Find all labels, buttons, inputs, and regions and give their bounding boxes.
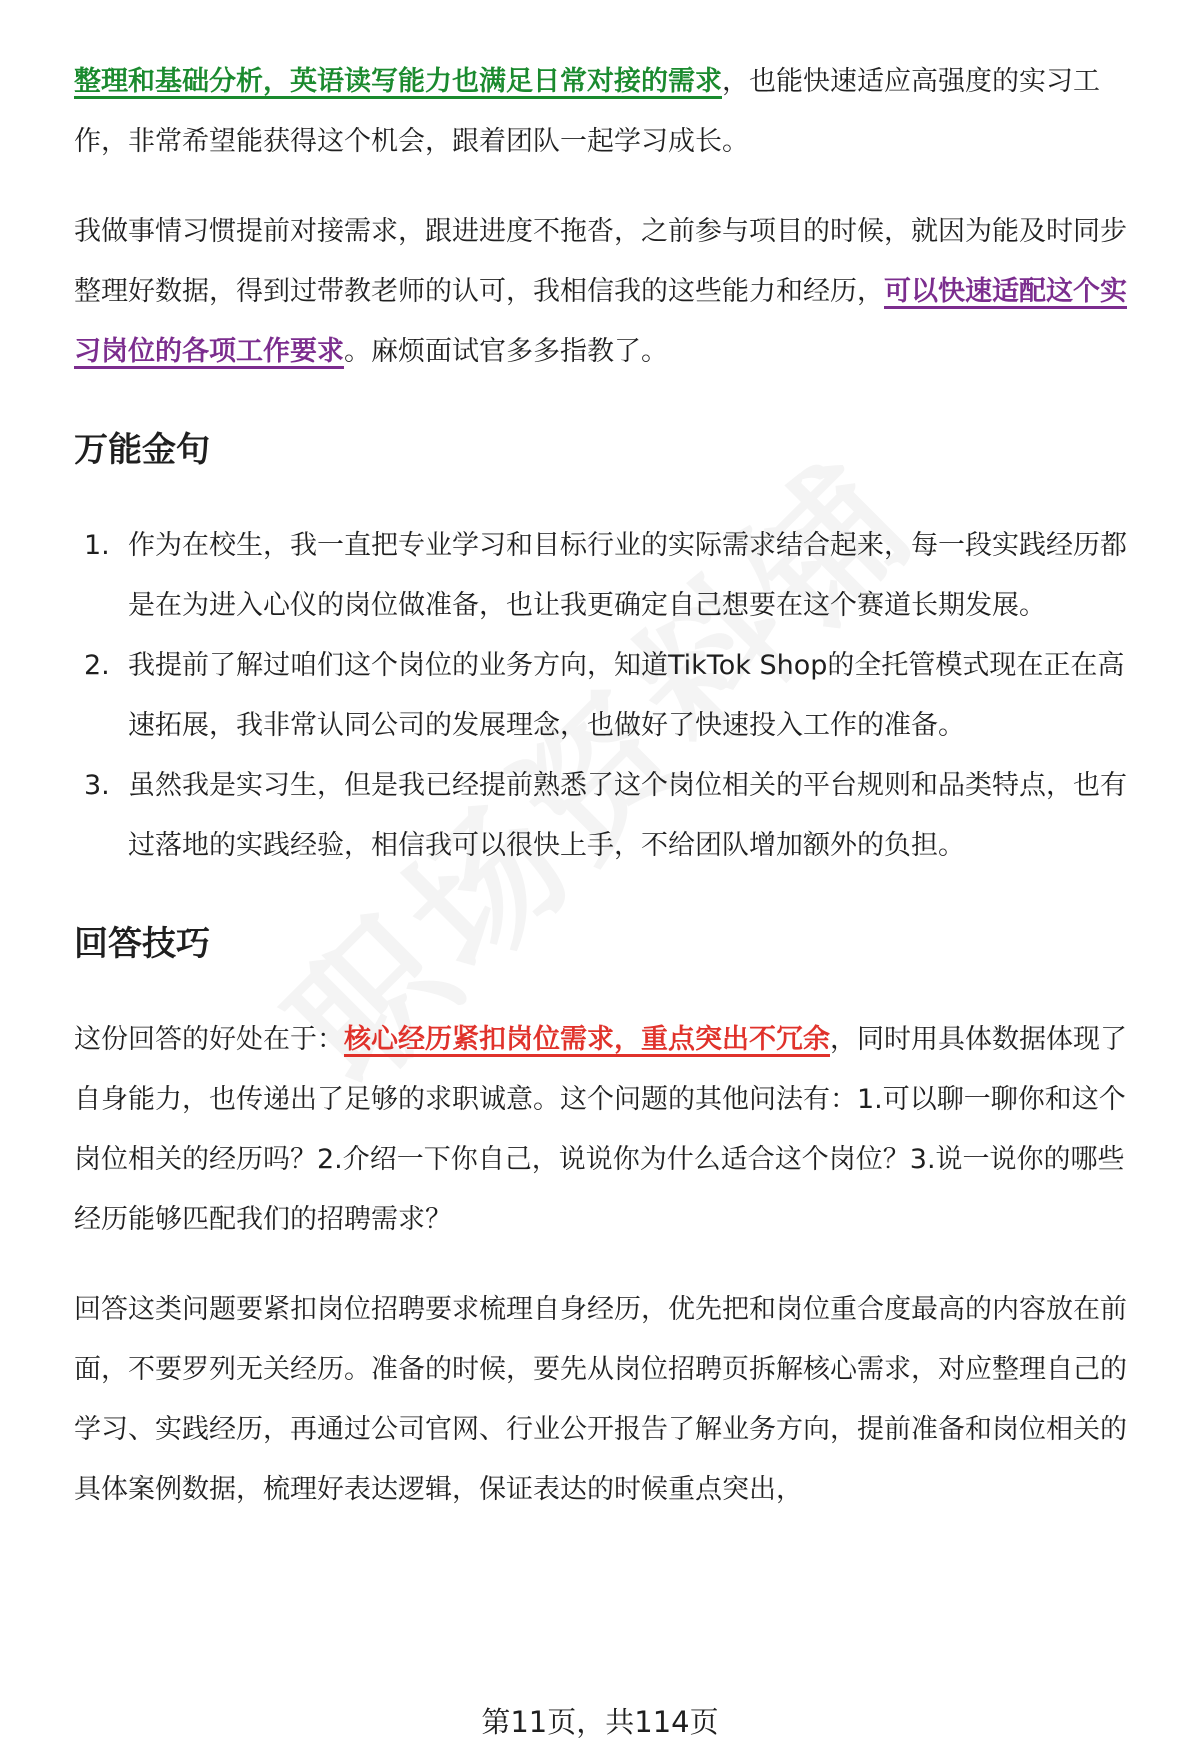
list-item-text: 我提前了解过咱们这个岗位的业务方向，知道TikTok Shop的全托管模式现在正在高速拓展，我非常认同公司的发展理念，也做好了快速投入工作的准备。: [128, 650, 1125, 741]
section-heading-answer-tips: 回答技巧: [74, 924, 210, 964]
list-number: 3.: [84, 770, 110, 801]
paragraph-text: ，同时用具体数据体现了自身能力，也传递出了足够的求职诚意。这个问题的其他问法有：1.可以聊一聊你和这个岗位相关的经历吗？2.介绍一下你自己，说说你为什么适合这个岗位？3.说一说你的哪些经历能够匹配我们的招聘需求？: [74, 1024, 1127, 1235]
page-footer: 第11页，共114页: [481, 1705, 719, 1739]
highlight-purple: 可以快速适配这个实习岗位的各项工作要求: [74, 276, 1127, 367]
paragraph-text: 我做事情习惯提前对接需求，跟进进度不拖沓，之前参与项目的时候，就因为能及时同步整理好数据，得到过带教老师的认可，我相信我的这些能力和经历，: [74, 216, 1127, 307]
highlight-red: 核心经历紧扣岗位需求，重点突出不冗余: [344, 1024, 830, 1055]
list-item-text: 作为在校生，我一直把专业学习和目标行业的实际需求结合起来，每一段实践经历都是在为进入心仪的岗位做准备，也让我更确定自己想要在这个赛道长期发展。: [128, 530, 1127, 621]
highlight-green: 整理和基础分析，英语读写能力也满足日常对接的需求: [74, 66, 722, 97]
list-item-text: 虽然我是实习生，但是我已经提前熟悉了这个岗位相关的平台规则和品类特点，也有过落地的实践经验，相信我可以很快上手，不给团队增加额外的负担。: [128, 770, 1127, 861]
list-item: [74, 756, 1144, 876]
section-heading-golden-sentences: 万能金句: [74, 430, 210, 470]
tips-paragraph-1: [74, 1010, 1144, 1250]
paragraph-text: 这份回答的好处在于：: [74, 1024, 344, 1055]
document-content: [74, 52, 1144, 1550]
paragraph-text: ，也能快速适应高强度的实习工作，非常希望能获得这个机会，跟着团队一起学习成长。: [74, 66, 1100, 157]
paragraph-text: 。麻烦面试官多多指教了。: [344, 336, 668, 367]
list-number: 1.: [84, 530, 110, 561]
list-item: [74, 636, 1144, 756]
intro-paragraph-1: [74, 52, 1144, 172]
intro-paragraph-2: [74, 202, 1144, 382]
golden-sentences-list: [74, 516, 1144, 876]
list-item: [74, 516, 1144, 636]
list-number: 2.: [84, 650, 110, 681]
tips-paragraph-2: 回答这类问题要紧扣岗位招聘要求梳理自身经历，优先把和岗位重合度最高的内容放在前面，不要罗列无关经历。准备的时候，要先从岗位招聘页拆解核心需求，对应整理自己的学习、实践经历，再通过公司官网、行业公开报告了解业务方向，提前准备和岗位相关的具体案例数据，梳理好表达逻辑，保证表达的时候重点突出，: [74, 1294, 1127, 1505]
